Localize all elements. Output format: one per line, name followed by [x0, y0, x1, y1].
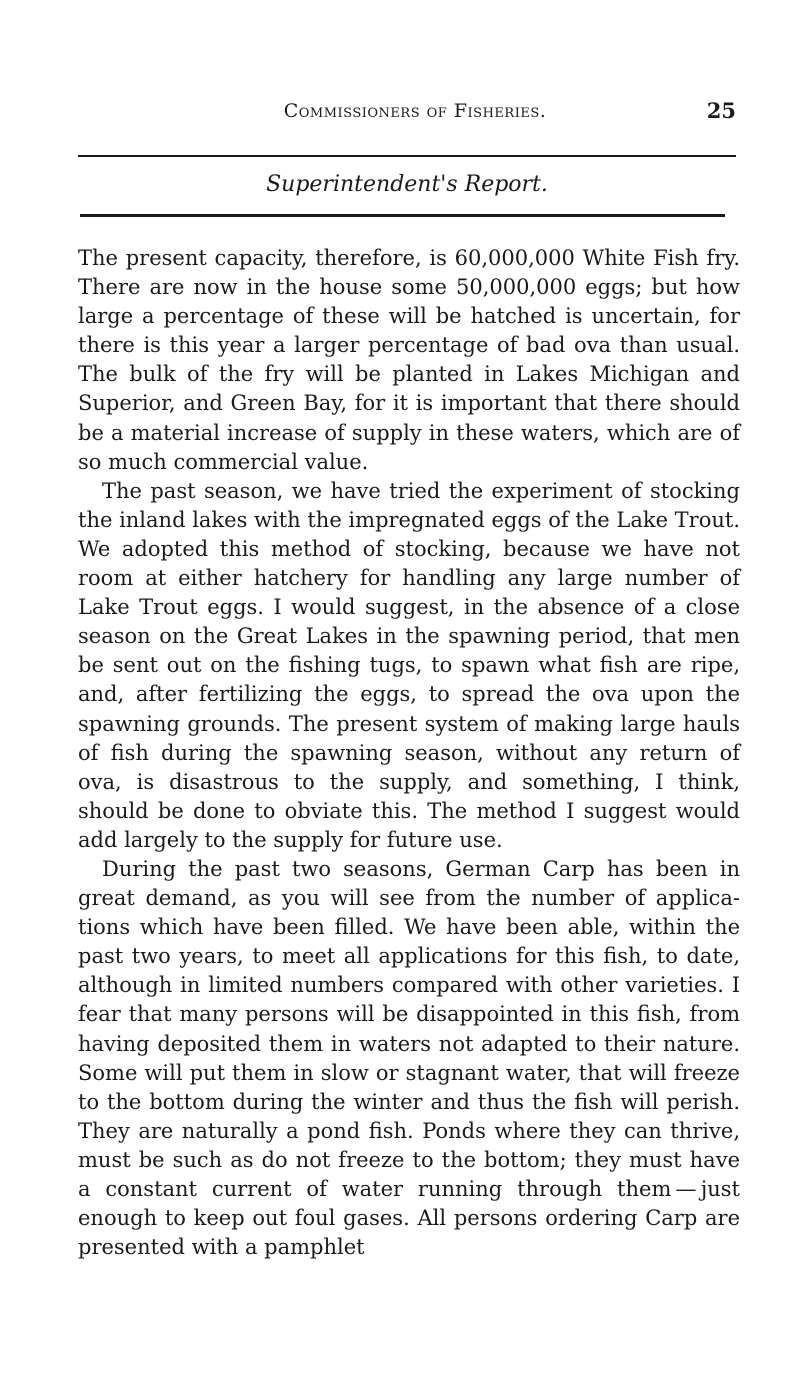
- top-rule: [78, 155, 736, 157]
- paragraph-3: During the past two seasons, German Carp has been in great demand, as you will see from the number of applications which have been filled. We have been able, within the past two years, to meet all applications for this fish, to date, although in limited numbers compared with other varieties. I fear that many persons will be disappointed in this fish, from having deposited them in waters not adapted to their nature. Some will put them in slow or stagnant water, that will freeze to the bottom during the winter and thus the fish will perish. They are naturally a pond fish. Ponds where they can thrive, must be such as do not freeze to the bottom; they must have a constant current of water running through them — just enough to keep out foul gases. All persons ordering Carp are presented with a pamphlet: [78, 856, 740, 1260]
- running-header: [78, 100, 738, 130]
- paragraph-1: The present capacity, therefore, is 60,000,000 White Fish fry. There are now in the house some 50,000,000 eggs; but how large a percentage of these will be hatched is uncertain, for there is this year a larger percentage of bad ova than usual. The bulk of the fry will be planted in Lakes Michigan and Superior, and Green Bay, for it is important that there should be a material increase of supply in these waters, which are of so much commercial value.: [78, 246, 740, 474]
- bottom-rule: [80, 214, 725, 217]
- header-title: Commissioners of Fisheries.: [283, 100, 547, 122]
- paragraph-2: The past season, we have tried the experiment of stocking the inland lakes with the impregnated eggs of the Lake Trout. We adopted this method of stocking, because we have not room at either hatchery for handling any large number of Lake Trout eggs. I would suggest, in the absence of a close season on the Great Lakes in the spawning period, that men be sent out on the fishing tugs, to spawn what fish are ripe, and, after fertilizing the eggs, to spread the ova upon the spawning grounds. The present system of making large hauls of fish during the spawning season, without any return of ova, is disastrous to the supply, and something, I think, should be done to obviate this. The method I suggest would add largely to the supply for future use.: [78, 478, 740, 852]
- section-subtitle: Superintendent's Report.: [266, 172, 548, 197]
- page-number: 25: [706, 98, 736, 123]
- body-text: [78, 244, 740, 1262]
